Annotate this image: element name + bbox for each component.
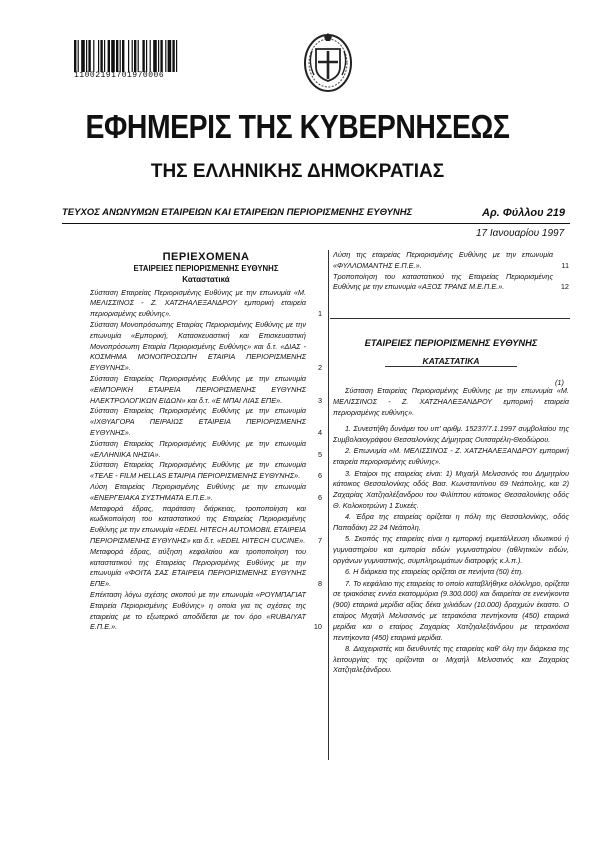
toc-item-text: Σύσταση Εταιρείας Περιορισμένης Ευθύνης με την επωνυμία «ΕΜΠΟΡΙΚΗ ΕΤΑΙΡΕΙΑ ΠΕΡΙΟΡΙΣΜΕΝΗΣ ΕΥΘΥΝΗΣ ΗΛΕΚΤΡΟΛΟΓΙΚΩΝ ΕΙΔΩΝ» και δ.τ. «Ε ΜΠΑΙ ΛΙΑΣ ΕΠΕ».: [90, 373, 306, 405]
toc-continuation: [333, 250, 569, 293]
toc-item-text: Σύσταση Εταιρείας Περιορισμένης Ευθύνης με την επωνυμία «ΤΕΛΕ - FILM HELLAS ΕΤΑΙΡΙΑ ΠΕΡΙΟΡΙΣΜΕΝΗΣ ΕΥΘΥΝΗΣ».: [90, 460, 306, 481]
toc-item-text: Σύσταση Εταιρείας Περιορισμένης Ευθύνης με την επωνυμία «ΙΧΘΥΑΓΟΡΑ ΠΕΙΡΑΙΩΣ ΕΤΑΙΡΕΙΑ ΠΕΡΙΟΡΙΣΜΕΝΗΣ ΕΥΘΥΝΗΣ».: [90, 406, 306, 437]
coat-of-arms-emblem: [302, 31, 354, 93]
toc-item-page: 7: [317, 535, 322, 545]
article-paragraphs: [333, 424, 569, 676]
article-body: [333, 386, 569, 677]
toc-item-text: Μεταφορά έδρας, αύξηση κεφαλαίου και τροποποίηση του καταστατικού της Εταιρείας Περιορισμένης Ευθύνης με την επωνυμία «ΦΟΙΤΑ ΣΑΣ ΕΤΑΙΡΕΙΑ ΠΕΡΙΟΡΙΣΜΕΝΗΣ ΕΥΘΥΝΗΣ ΕΠΕ».: [90, 546, 306, 589]
article-paragraph: 7. Το κεφάλαιο της εταιρείας το οποίο καταβλήθηκε ολόκληρο, ορίζεται σε τριακόσιες εννέα εκατομμύρια (9.300.000) και διαιρείται σε ενενήκοντα (900) εταιρικά μερίδια αξίας δέκα χιλιάδων (10.000) δραχμών έκαστο. Ο εταίρος Μιχαήλ Μελισσινός με τετρακόσια πεντήκοντα (450) εταιρικά μερίδια και ο εταίρος Ζαχαρίας Χατζηαλεξάνδρου με τετρακόσια πεντήκοντα (450) εταιρικά μερίδια.: [333, 578, 569, 642]
barcode-number: 11002191701970006: [74, 71, 165, 80]
section-title: ΕΤΑΙΡΕΙΕΣ ΠΕΡΙΟΡΙΣΜΕΝΗΣ ΕΥΘΥΝΗΣ: [364, 338, 538, 348]
gazette-subtitle: ΤΗΣ ΕΛΛΗΝΙΚΗΣ ΔΗΜΟΚΡΑΤΙΑΣ: [150, 161, 445, 182]
article-paragraph: 2. Επωνυμία «Μ. ΜΕΛΙΣΣΙΝΟΣ - Ζ. ΧΑΤΖΗΑΛΕΞΑΝΔΡΟΥ εμπορική εταιρεία περιορισμένης ευθύνης».: [333, 446, 569, 467]
toc-item: [90, 374, 322, 406]
gazette-title: ΕΦΗΜΕΡΙΣ ΤΗΣ ΚΥΒΕΡΝΗΣΕΩΣ: [85, 108, 510, 145]
column-rule: [330, 318, 570, 319]
issue-type: ΤΕΥΧΟΣ ΑΝΩΝΥΜΩΝ ΕΤΑΙΡΕΙΩΝ ΚΑΙ ΕΤΑΙΡΕΙΩΝ ΠΕΡΙΟΡΙΣΜΕΝΗΣ ΕΥΘΥΝΗΣ: [62, 207, 413, 218]
toc-item-text: Επέκταση λόγω σχέσης σκοπού με την επωνυμία «ΡΟΥΜΠΑΓΙΑΤ Εταιρεία Περιορισμένης Ευθύνης» η οποία για τις σχέσεις της εταιρείας με το εξωτερικό αποδίδεται με τον όρο «RUBAIYAT Ε.Π.Ε.».: [90, 589, 306, 632]
section-subtitle: ΚΑΤΑΣΤΑΤΙΚΑ: [422, 356, 480, 366]
toc-item-text: Μεταφορά έδρας, παράταση διάρκειας, τροποποίηση και κωδικοποίηση του καταστατικού της Εταιρείας Περιορισμένης Ευθύνης με την επωνυμία «EDEL HITECH AUTOMOBIL ΕΤΑΙΡΕΙΑ ΠΕΡΙΟΡΙΣΜΕΝΗΣ ΕΥΘΥΝΗΣ» και δ.τ. «EDEL HITECH CUCINE».: [90, 503, 306, 545]
toc-item: [90, 547, 322, 590]
toc-item-page: 11: [561, 260, 569, 270]
toc-item: [333, 250, 569, 272]
article-paragraph: 8. Διαχειριστές και διευθυντές της εταιρείας καθ' όλη την διάρκεια της λειτουργίας της ορίζονται οι Μιχαήλ Μελισσινός και Ζαχαρίας Χατζηαλεξάνδρου.: [333, 643, 569, 675]
table-of-contents: [90, 250, 322, 633]
toc-item-page: 12: [560, 282, 569, 292]
toc-subsection: Καταστατικά: [182, 274, 230, 284]
article-number: (1): [555, 378, 564, 387]
toc-title: ΠΕΡΙΕΧΟΜΕΝΑ: [162, 251, 250, 263]
toc-item: [90, 504, 322, 547]
toc-item-text: Σύσταση Εταιρείας Περιορισμένης Ευθύνης με την επωνυμία «Μ. ΜΕΛΙΣΣΙΝΟΣ - Ζ. ΧΑΤΖΗΑΛΕΞΑΝΔΡΟΥ εμπορική εταιρεία περιορισμένης ευθύνης».: [90, 287, 306, 319]
article-paragraph: 3. Εταίροι της εταιρείας είναι: 1) Μιχαήλ Μελισσινός του Δημητρίου κάτοικος Θεσσαλονίκης οδός Βασ. Κωνσταντίνου 69 Νεάπολης, και 2) Ζαχαρίας Χατζηαλέξανδρου του Φιλίππου κάτοικος Θεσσαλονίκης οδός Θ. Κολοκοτρώνη 1 Συκεές.: [333, 468, 569, 510]
toc-item: [90, 590, 322, 633]
toc-item-page: 6: [317, 471, 322, 481]
issue-number: Αρ. Φύλλου 219: [482, 207, 565, 219]
article-title: Σύσταση Εταιρείας Περιορισμένης Ευθύνης με την επωνυμία «Μ. ΜΕΛΙΣΣΙΝΟΣ - Ζ. ΧΑΤΖΗΑΛΕΞΑΝΔΡΟΥ εμπορική εταιρεία περιορισμένης ευθύνης».: [333, 386, 569, 417]
toc-item-text: Σύσταση Μονοπρόσωπης Εταιρίας Περιορισμένης Ευθύνης με την επωνυμία «Εμπορική, Κατασκευαστική και Επισκευαστική Μονοπρόσωπη Εταιρία Περιορισμένης Ευθύνης» και δ.τ. «ΔΙΑΣ - ΚΟΣΜΗΜΑ ΜΟΝΟΠΡΟΣΩΠΗ ΕΤΑΙΡΙΑ ΠΕΡΙΟΡΙΣΜΕΝΗΣ ΕΥΘΥΝΗΣ».: [90, 319, 306, 373]
toc-list: [90, 288, 322, 634]
barcode: [74, 40, 216, 72]
toc-item: [90, 288, 322, 320]
toc-item-page: 4: [317, 427, 322, 437]
toc-item: [90, 406, 322, 438]
toc-item-page: 5: [317, 449, 322, 459]
toc-item-text: Σύσταση Εταιρείας Περιορισμένης Ευθύνης με την επωνυμία «ΕΛΛΗΝΙΚΑ ΝΗΣΙΑ».: [90, 438, 306, 459]
section-rule: [385, 366, 517, 367]
toc-item-page: 10: [313, 622, 322, 632]
toc-item: [90, 320, 322, 374]
issue-date: 17 Ιανουαρίου 1997: [476, 228, 565, 239]
toc-item: [90, 460, 322, 482]
toc-item-page: 3: [317, 395, 322, 405]
toc-item-text: Τροποποίηση του καταστατικού της Εταιρείας Περιορισμένης Ευθύνης με την επωνυμία «ΑΞΟΣ ΤΡΑΝΣ Μ.Ε.Π.Ε.».: [333, 271, 553, 292]
header-rule: [62, 223, 570, 224]
toc-item-page: 6: [317, 492, 322, 502]
article-paragraph: 4. Έδρα της εταιρείας ορίζεται η πόλη της Θεσσαλονίκης, οδός Παπαδάκη 22 24 Νεάπολη.: [333, 512, 569, 533]
toc-item: [90, 482, 322, 504]
toc-item-page: 2: [317, 363, 322, 373]
article-paragraph: 1. Συνεστήθη δυνάμει του υπ' αριθμ. 15237/7.1.1997 συμβολαίου της Συμβολαιογράφου Θεσσαλονίκης Δήμητρας Ουτσαρέλη-Θεοδώρου.: [333, 424, 569, 445]
toc-item-text: Λύση Εταιρείας Περιορισμένης Ευθύνης με την επωνυμία «ΕΝΕΡΓΕΙΑΚΑ ΣΥΣΤΗΜΑΤΑ Ε.Π.Ε.».: [90, 481, 306, 502]
toc-item-text: Λύση της εταιρείας Περιορισμένης Ευθύνης με την επωνυμία «ΦΥΛΛΟΜΑΝΤΗΣ Ε.Π.Ε.».: [333, 250, 553, 270]
article-paragraph: 6. Η διάρκεια της εταιρείας ορίζεται σε πενήντα (50) έτη.: [345, 567, 524, 577]
column-separator: [328, 250, 329, 760]
toc-item: [333, 272, 569, 294]
toc-continuation-list: [333, 250, 569, 293]
toc-item-page: 1: [317, 309, 322, 319]
toc-item-page: 8: [317, 579, 322, 589]
toc-item: [90, 439, 322, 461]
toc-section: ΕΤΑΙΡΕΙΕΣ ΠΕΡΙΟΡΙΣΜΕΝΗΣ ΕΥΘΥΝΗΣ: [133, 264, 279, 273]
article-paragraph: 5. Σκοπός της εταιρείας είναι η εμπορική εκμετάλλευση ιδιωτικού ή γυμναστηρίου και εμπορία ειδών γυμναστηρίου (αθλητικών ειδών, οργάνων γυμναστικής, συμπληρωμάτων διατροφής κ.λ.π.).: [333, 534, 569, 565]
